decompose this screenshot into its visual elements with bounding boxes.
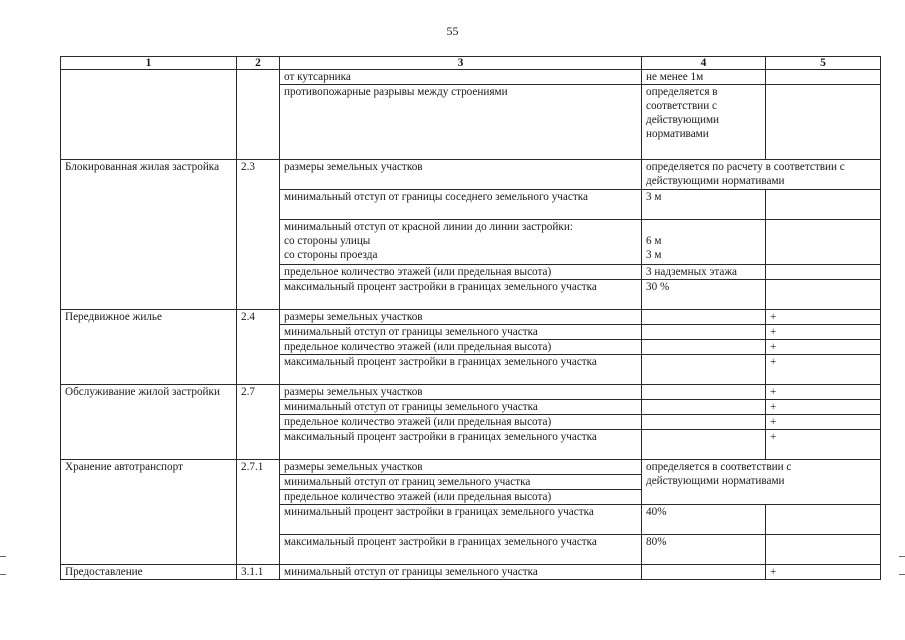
value-line: 3 м (646, 249, 662, 261)
param-cell: максимальный процент застройки в границах земельного участка (280, 430, 642, 460)
param-cell: предельное количество этажей (или предельная высота) (280, 340, 642, 355)
mark-cell (766, 535, 881, 565)
mark-cell: + (766, 430, 881, 460)
margin-mark (0, 556, 6, 557)
param-line: со стороны улицы (284, 235, 371, 247)
column-header: 2 (237, 57, 280, 70)
param-cell: предельное количество этажей (или предельная высота) (280, 265, 642, 280)
category-cell: Предоставление (61, 565, 237, 580)
mark-cell (766, 190, 881, 220)
category-cell (61, 70, 237, 160)
param-cell: предельное количество этажей (или предельная высота) (280, 415, 642, 430)
value-cell (642, 310, 766, 325)
param-line: минимальный отступ от красной линии до линии застройки: (284, 221, 573, 233)
column-header: 3 (280, 57, 642, 70)
param-line: со стороны проезда (284, 249, 378, 261)
mark-cell (766, 280, 881, 310)
param-cell: размеры земельных участков (280, 310, 642, 325)
mark-cell (766, 505, 881, 535)
mark-cell (766, 70, 881, 85)
param-cell: минимальный отступ от границ земельного участка (280, 475, 642, 490)
category-cell: Хранение автотранспорт (61, 460, 237, 565)
table-row (61, 385, 881, 400)
table-header-row (61, 57, 881, 70)
category-cell: Обслуживание жилой застройки (61, 385, 237, 460)
mark-cell: + (766, 400, 881, 415)
page-number: 55 (446, 24, 459, 38)
value-cell: 3 м (642, 190, 766, 220)
mark-cell: + (766, 310, 881, 325)
mark-cell: + (766, 385, 881, 400)
value-cell (642, 460, 881, 505)
mark-cell: + (766, 355, 881, 385)
mark-cell (766, 85, 881, 160)
param-cell: максимальный процент застройки в границах земельного участка (280, 535, 642, 565)
code-cell: 3.1.1 (237, 565, 280, 580)
table-row (61, 460, 881, 475)
value-cell: определяется по расчету в соответствии с действующими нормативами (642, 160, 881, 190)
category-cell: Передвижное жилье (61, 310, 237, 385)
param-cell: предельное количество этажей (или предельная высота) (280, 490, 642, 505)
mark-cell: + (766, 340, 881, 355)
column-header: 4 (642, 57, 766, 70)
value-cell (642, 565, 766, 580)
param-cell (280, 220, 642, 265)
value-cell (642, 325, 766, 340)
margin-mark (0, 574, 6, 575)
code-cell (237, 70, 280, 160)
table-row (61, 310, 881, 325)
mark-cell (766, 220, 881, 265)
value-cell: 30 % (642, 280, 766, 310)
value-cell (642, 430, 766, 460)
param-cell: максимальный процент застройки в границах земельного участка (280, 355, 642, 385)
param-cell: минимальный отступ от границы соседнего земельного участка (280, 190, 642, 220)
mark-cell: + (766, 325, 881, 340)
param-cell: размеры земельных участков (280, 160, 642, 190)
margin-mark (899, 574, 905, 575)
category-cell: Блокированная жилая застройка (61, 160, 237, 310)
mark-cell: + (766, 415, 881, 430)
margin-mark (899, 556, 905, 557)
value-cell: не менее 1м (642, 70, 766, 85)
value-cell (642, 355, 766, 385)
mark-cell: + (766, 565, 881, 580)
value-cell: 80% (642, 535, 766, 565)
param-cell: минимальный отступ от границы земельного участка (280, 400, 642, 415)
value-cell (642, 415, 766, 430)
column-header: 5 (766, 57, 881, 70)
table-row (61, 565, 881, 580)
value-cell (642, 220, 766, 265)
value-cell: определяется в соответствии с действующими нормативами (642, 85, 766, 160)
param-cell: размеры земельных участков (280, 385, 642, 400)
param-cell: противопожарные разрывы между строениями (280, 85, 642, 160)
code-cell: 2.7 (237, 385, 280, 460)
value-line: 6 м (646, 235, 662, 247)
value-cell: 40% (642, 505, 766, 535)
value-text: определяется в соответствии с действующими нормативами (646, 461, 792, 487)
column-header: 1 (61, 57, 237, 70)
land-use-table (60, 56, 881, 580)
param-cell: размеры земельных участков (280, 460, 642, 475)
param-cell: максимальный процент застройки в границах земельного участка (280, 280, 642, 310)
table-row (61, 70, 881, 85)
code-cell: 2.3 (237, 160, 280, 310)
mark-cell (766, 265, 881, 280)
value-cell (642, 340, 766, 355)
table-row (61, 160, 881, 190)
value-cell (642, 400, 766, 415)
value-cell (642, 385, 766, 400)
param-cell: минимальный отступ от границы земельного участка (280, 325, 642, 340)
param-cell: минимальный отступ от границы земельного участка (280, 565, 642, 580)
code-cell: 2.4 (237, 310, 280, 385)
code-cell: 2.7.1 (237, 460, 280, 565)
param-cell: минимальный процент застройки в границах земельного участка (280, 505, 642, 535)
param-cell: от кутсарника (280, 70, 642, 85)
value-cell: 3 надземных этажа (642, 265, 766, 280)
